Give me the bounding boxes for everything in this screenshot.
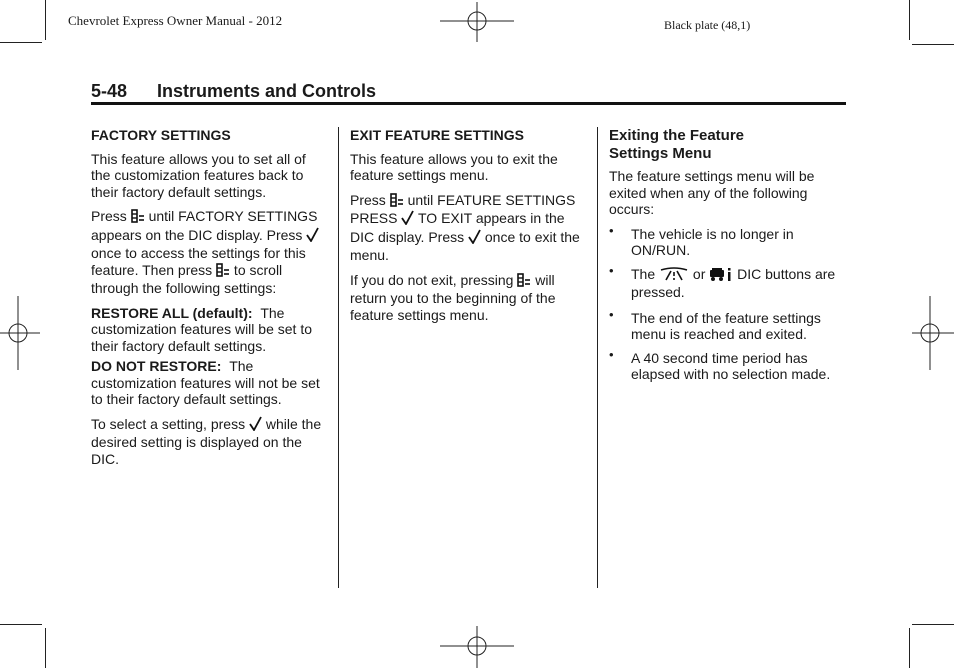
checkmark-select-icon — [401, 210, 414, 229]
factory-settings-intro: This feature allows you to set all of the customization features back to their factory default settings. — [91, 150, 306, 200]
column-factory-settings — [91, 127, 329, 475]
checkmark-select-icon — [468, 229, 481, 248]
heading-rule — [91, 102, 846, 105]
registration-mark-right — [912, 296, 954, 370]
list-item-text: The vehicle is no longer in ON/RUN. — [631, 225, 794, 258]
text-run: until FEATURE SETTINGS PRESS — [350, 191, 576, 226]
factory-settings-heading: FACTORY SETTINGS — [91, 127, 231, 143]
list-item-text: The — [631, 265, 660, 282]
checkmark-select-icon — [249, 416, 262, 435]
page-title — [91, 81, 376, 102]
menu-list-icon — [216, 263, 230, 281]
crop-mark — [45, 628, 46, 668]
bullet: • — [609, 262, 614, 278]
select-setting-instructions — [91, 416, 329, 468]
not-exit-note — [350, 272, 582, 324]
menu-list-icon — [390, 193, 404, 211]
column-exit-feature-settings — [350, 127, 582, 331]
list-item — [609, 262, 845, 301]
list-item — [609, 346, 845, 383]
list-item-text: or — [689, 265, 710, 282]
text-run: Press — [350, 191, 390, 208]
factory-settings-instructions — [91, 208, 329, 297]
crop-mark — [0, 42, 42, 43]
menu-list-icon — [517, 273, 531, 291]
bullet: • — [609, 306, 614, 322]
text-run: Press — [91, 208, 131, 224]
exiting-menu-heading — [609, 127, 845, 163]
bullet: • — [609, 346, 614, 362]
registration-mark-top — [440, 2, 514, 42]
manual-title: Chevrolet Express Owner Manual - 2012 — [68, 13, 283, 28]
restore-all-label: RESTORE ALL (default): — [91, 304, 253, 321]
do-not-restore-label: DO NOT RESTORE: — [91, 358, 222, 374]
vehicle-info-icon — [709, 267, 733, 285]
column-divider — [338, 127, 339, 588]
do-not-restore-text: The customization features will not be set to their factory default settings. — [91, 358, 320, 407]
crop-mark — [909, 0, 910, 40]
trip-fuel-icon — [659, 267, 689, 285]
text-run: TO EXIT appears in the DIC display. Press — [350, 210, 565, 245]
text-run: If you do not exit, pressing — [350, 271, 518, 288]
registration-mark-bottom — [440, 626, 514, 668]
crop-mark — [912, 44, 954, 45]
crop-mark — [0, 624, 42, 625]
restore-all-text: The customization features will be set to their factory default settings. — [91, 304, 312, 354]
list-item-text: The end of the feature settings menu is reached and exited. — [631, 309, 821, 342]
text-run: will return you to the beginning of the feature settings menu. — [350, 271, 556, 323]
list-item — [609, 222, 845, 259]
restore-all-option — [91, 305, 329, 355]
do-not-restore-option — [91, 358, 329, 408]
exit-feature-settings-heading: EXIT FEATURE SETTINGS — [350, 127, 524, 143]
checkmark-select-icon — [306, 227, 319, 246]
text-run: once to access the settings for this feature. Then press — [91, 245, 306, 278]
list-item-text: DIC buttons are pressed. — [631, 265, 836, 300]
menu-list-icon — [131, 209, 145, 227]
column-divider — [597, 127, 598, 588]
section-number: 5-48 — [91, 81, 128, 101]
text-run: to scroll through the following settings: — [91, 261, 283, 296]
text-run: To select a setting, press — [91, 415, 249, 432]
crop-mark — [909, 628, 910, 668]
section-title: Instruments and Controls — [157, 81, 377, 101]
registration-mark-left — [0, 296, 40, 370]
exit-feature-intro: This feature allows you to exit the feature settings menu. — [350, 150, 558, 183]
text-run: until FACTORY SETTINGS appears on the DIC display. Press — [91, 208, 318, 243]
plate-label: Black plate (48,1) — [664, 18, 751, 32]
list-item — [609, 306, 845, 343]
crop-mark — [912, 624, 954, 625]
text-run: once to exit the menu. — [350, 228, 580, 263]
column-exiting-menu — [609, 127, 845, 390]
crop-mark — [45, 0, 46, 40]
text-run: while the desired setting is displayed on the DIC. — [91, 415, 322, 467]
bullet: • — [609, 222, 614, 238]
heading-line: Exiting the Feature — [609, 127, 745, 144]
exiting-menu-intro: The feature settings menu will be exited when any of the following occurs: — [609, 168, 815, 217]
list-item-text: A 40 second time period has elapsed with no selection made. — [631, 349, 831, 382]
exit-feature-instructions — [350, 192, 582, 264]
heading-line: Settings Menu — [609, 145, 712, 162]
